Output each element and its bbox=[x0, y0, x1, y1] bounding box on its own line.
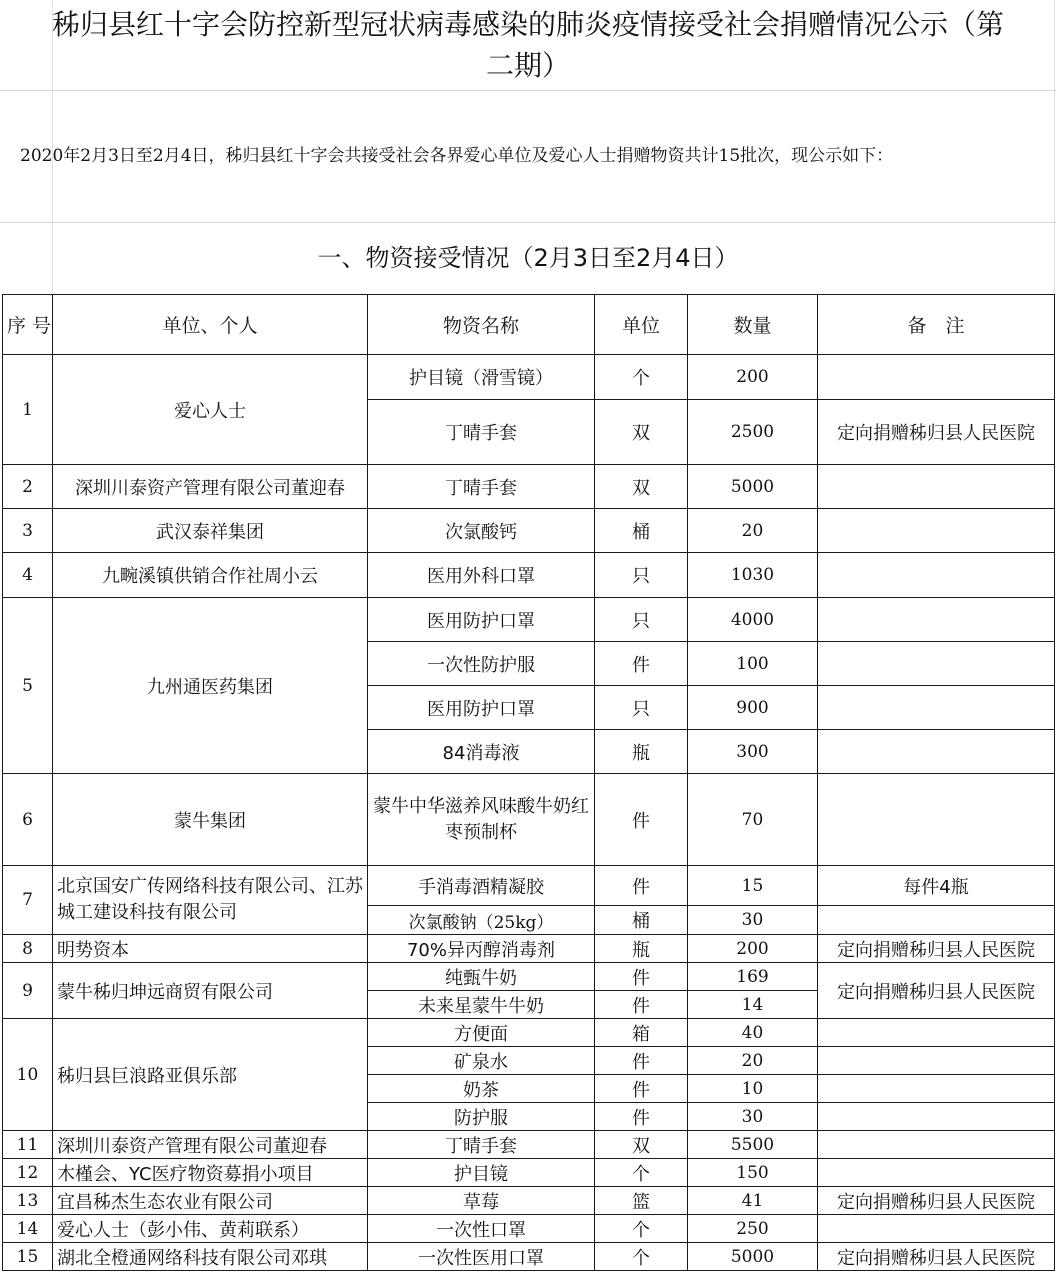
note-cell: 定向捐赠秭归县人民医院 bbox=[818, 963, 1055, 1019]
unit-cell: 箱 bbox=[595, 1019, 688, 1047]
header-cell: 备 注 bbox=[818, 295, 1055, 355]
table-row bbox=[3, 553, 1055, 598]
table-row bbox=[3, 509, 1055, 553]
donor-cell: 秭归县巨浪路亚俱乐部 bbox=[53, 1019, 368, 1131]
table-row bbox=[3, 1019, 1055, 1047]
unit-cell: 双 bbox=[595, 400, 688, 465]
item-cell: 护目镜 bbox=[368, 1159, 595, 1187]
unit-cell: 瓶 bbox=[595, 730, 688, 774]
row-number: 13 bbox=[3, 1187, 53, 1215]
note-cell bbox=[818, 1019, 1055, 1047]
item-cell: 未来星蒙牛牛奶 bbox=[368, 991, 595, 1019]
qty-cell: 70 bbox=[688, 774, 818, 866]
note-cell bbox=[818, 642, 1055, 686]
table-row bbox=[3, 963, 1055, 991]
note-cell: 每件4瓶 bbox=[818, 866, 1055, 906]
item-cell: 草莓 bbox=[368, 1187, 595, 1215]
item-cell: 丁晴手套 bbox=[368, 1131, 595, 1159]
note-cell: 定向捐赠秭归县人民医院 bbox=[818, 1243, 1055, 1271]
qty-cell: 150 bbox=[688, 1159, 818, 1187]
row-number: 4 bbox=[3, 553, 53, 598]
table-row bbox=[3, 598, 1055, 642]
unit-cell: 件 bbox=[595, 774, 688, 866]
donor-cell: 湖北全橙通网络科技有限公司邓琪 bbox=[53, 1243, 368, 1271]
donor-cell: 爱心人士 bbox=[53, 355, 368, 465]
unit-cell: 篮 bbox=[595, 1187, 688, 1215]
item-cell: 纯甄牛奶 bbox=[368, 963, 595, 991]
divider bbox=[0, 222, 1056, 223]
qty-cell: 10 bbox=[688, 1075, 818, 1103]
item-cell: 一次性防护服 bbox=[368, 642, 595, 686]
donor-cell: 深圳川泰资产管理有限公司董迎春 bbox=[53, 465, 368, 509]
qty-cell: 41 bbox=[688, 1187, 818, 1215]
item-cell: 医用外科口罩 bbox=[368, 553, 595, 598]
donor-cell: 蒙牛集团 bbox=[53, 774, 368, 866]
note-cell: 定向捐赠秭归县人民医院 bbox=[818, 1187, 1055, 1215]
qty-cell: 300 bbox=[688, 730, 818, 774]
donor-cell: 木槿会、YC医疗物资募捐小项目 bbox=[53, 1159, 368, 1187]
unit-cell: 件 bbox=[595, 1103, 688, 1131]
header-cell: 序 号 bbox=[3, 295, 53, 355]
donor-cell: 宜昌秭杰生态农业有限公司 bbox=[53, 1187, 368, 1215]
donor-cell: 蒙牛秭归坤远商贸有限公司 bbox=[53, 963, 368, 1019]
qty-cell: 169 bbox=[688, 963, 818, 991]
item-cell: 手消毒酒精凝胶 bbox=[368, 866, 595, 906]
note-cell bbox=[818, 906, 1055, 935]
unit-cell: 件 bbox=[595, 963, 688, 991]
donation-table bbox=[2, 294, 1055, 1271]
item-cell: 一次性口罩 bbox=[368, 1215, 595, 1243]
note-cell bbox=[818, 1215, 1055, 1243]
table-row bbox=[3, 355, 1055, 400]
header-cell: 单位、个人 bbox=[53, 295, 368, 355]
row-number: 3 bbox=[3, 509, 53, 553]
row-number: 6 bbox=[3, 774, 53, 866]
section-heading: 一、物资接受情况（2月3日至2月4日） bbox=[317, 244, 739, 272]
note-cell: 定向捐赠秭归县人民医院 bbox=[818, 400, 1055, 465]
unit-cell: 个 bbox=[595, 1215, 688, 1243]
unit-cell: 件 bbox=[595, 1075, 688, 1103]
divider bbox=[0, 90, 1056, 91]
item-cell: 护目镜（滑雪镜） bbox=[368, 355, 595, 400]
note-cell bbox=[818, 1159, 1055, 1187]
qty-cell: 2500 bbox=[688, 400, 818, 465]
table-row bbox=[3, 465, 1055, 509]
unit-cell: 件 bbox=[595, 1047, 688, 1075]
page-title-line-2: 二期） bbox=[485, 49, 570, 82]
row-number: 15 bbox=[3, 1243, 53, 1271]
qty-cell: 200 bbox=[688, 355, 818, 400]
table-row bbox=[3, 935, 1055, 963]
item-cell: 70%异丙醇消毒剂 bbox=[368, 935, 595, 963]
donor-cell: 明势资本 bbox=[53, 935, 368, 963]
item-cell: 防护服 bbox=[368, 1103, 595, 1131]
item-cell: 蒙牛中华滋养风味酸牛奶红枣预制杯 bbox=[368, 774, 595, 866]
donor-cell: 武汉泰祥集团 bbox=[53, 509, 368, 553]
qty-cell: 20 bbox=[688, 1047, 818, 1075]
qty-cell: 5500 bbox=[688, 1131, 818, 1159]
title-block bbox=[0, 0, 1056, 91]
row-number: 1 bbox=[3, 355, 53, 465]
header-cell: 数量 bbox=[688, 295, 818, 355]
unit-cell: 个 bbox=[595, 1243, 688, 1271]
note-cell bbox=[818, 1075, 1055, 1103]
item-cell: 矿泉水 bbox=[368, 1047, 595, 1075]
table-row bbox=[3, 1215, 1055, 1243]
row-number: 14 bbox=[3, 1215, 53, 1243]
donor-cell: 爱心人士（彭小伟、黄莉联系） bbox=[53, 1215, 368, 1243]
qty-cell: 15 bbox=[688, 866, 818, 906]
note-cell: 定向捐赠秭归县人民医院 bbox=[818, 935, 1055, 963]
item-cell: 84消毒液 bbox=[368, 730, 595, 774]
unit-cell: 桶 bbox=[595, 906, 688, 935]
note-cell bbox=[818, 686, 1055, 730]
unit-cell: 件 bbox=[595, 642, 688, 686]
item-cell: 方便面 bbox=[368, 1019, 595, 1047]
item-cell: 丁晴手套 bbox=[368, 465, 595, 509]
unit-cell: 只 bbox=[595, 598, 688, 642]
qty-cell: 30 bbox=[688, 906, 818, 935]
row-number: 2 bbox=[3, 465, 53, 509]
header-cell: 物资名称 bbox=[368, 295, 595, 355]
donor-cell: 九州通医药集团 bbox=[53, 598, 368, 774]
table-header-row bbox=[3, 295, 1055, 355]
item-cell: 医用防护口罩 bbox=[368, 686, 595, 730]
row-number: 11 bbox=[3, 1131, 53, 1159]
row-number: 5 bbox=[3, 598, 53, 774]
qty-cell: 250 bbox=[688, 1215, 818, 1243]
table-row bbox=[3, 866, 1055, 906]
item-cell: 丁晴手套 bbox=[368, 400, 595, 465]
note-cell bbox=[818, 1047, 1055, 1075]
row-number: 8 bbox=[3, 935, 53, 963]
row-number: 7 bbox=[3, 866, 53, 935]
table-row bbox=[3, 774, 1055, 866]
donor-cell: 北京国安广传网络科技有限公司、江苏城工建设科技有限公司 bbox=[53, 866, 368, 935]
note-cell bbox=[818, 730, 1055, 774]
qty-cell: 40 bbox=[688, 1019, 818, 1047]
unit-cell: 只 bbox=[595, 553, 688, 598]
note-cell bbox=[818, 1103, 1055, 1131]
note-cell bbox=[818, 1131, 1055, 1159]
unit-cell: 瓶 bbox=[595, 935, 688, 963]
qty-cell: 1030 bbox=[688, 553, 818, 598]
table-row bbox=[3, 1243, 1055, 1271]
unit-cell: 双 bbox=[595, 465, 688, 509]
qty-cell: 5000 bbox=[688, 465, 818, 509]
unit-cell: 个 bbox=[595, 1159, 688, 1187]
qty-cell: 30 bbox=[688, 1103, 818, 1131]
qty-cell: 100 bbox=[688, 642, 818, 686]
unit-cell: 件 bbox=[595, 866, 688, 906]
table-row bbox=[3, 1131, 1055, 1159]
note-cell bbox=[818, 598, 1055, 642]
item-cell: 医用防护口罩 bbox=[368, 598, 595, 642]
note-cell bbox=[818, 355, 1055, 400]
intro-text: 2020年2月3日至2月4日，秭归县红十字会共接受社会各界爱心单位及爱心人士捐赠物资共计15批次，现公示如下： bbox=[20, 146, 894, 166]
row-number: 12 bbox=[3, 1159, 53, 1187]
qty-cell: 14 bbox=[688, 991, 818, 1019]
unit-cell: 双 bbox=[595, 1131, 688, 1159]
qty-cell: 900 bbox=[688, 686, 818, 730]
note-cell bbox=[818, 509, 1055, 553]
item-cell: 次氯酸钙 bbox=[368, 509, 595, 553]
note-cell bbox=[818, 465, 1055, 509]
donor-cell: 深圳川泰资产管理有限公司董迎春 bbox=[53, 1131, 368, 1159]
qty-cell: 200 bbox=[688, 935, 818, 963]
note-cell bbox=[818, 774, 1055, 866]
qty-cell: 20 bbox=[688, 509, 818, 553]
qty-cell: 4000 bbox=[688, 598, 818, 642]
unit-cell: 桶 bbox=[595, 509, 688, 553]
row-number: 10 bbox=[3, 1019, 53, 1131]
unit-cell: 只 bbox=[595, 686, 688, 730]
item-cell: 一次性医用口罩 bbox=[368, 1243, 595, 1271]
item-cell: 次氯酸钠（25kg） bbox=[368, 906, 595, 935]
unit-cell: 个 bbox=[595, 355, 688, 400]
row-number: 9 bbox=[3, 963, 53, 1019]
table-row bbox=[3, 1187, 1055, 1215]
page-title-line-1: 秭归县红十字会防控新型冠状病毒感染的肺炎疫情接受社会捐赠情况公示（第 bbox=[51, 8, 1004, 41]
unit-cell: 件 bbox=[595, 991, 688, 1019]
item-cell: 奶茶 bbox=[368, 1075, 595, 1103]
note-cell bbox=[818, 553, 1055, 598]
table-row bbox=[3, 1159, 1055, 1187]
qty-cell: 5000 bbox=[688, 1243, 818, 1271]
header-cell: 单位 bbox=[595, 295, 688, 355]
donor-cell: 九畹溪镇供销合作社周小云 bbox=[53, 553, 368, 598]
